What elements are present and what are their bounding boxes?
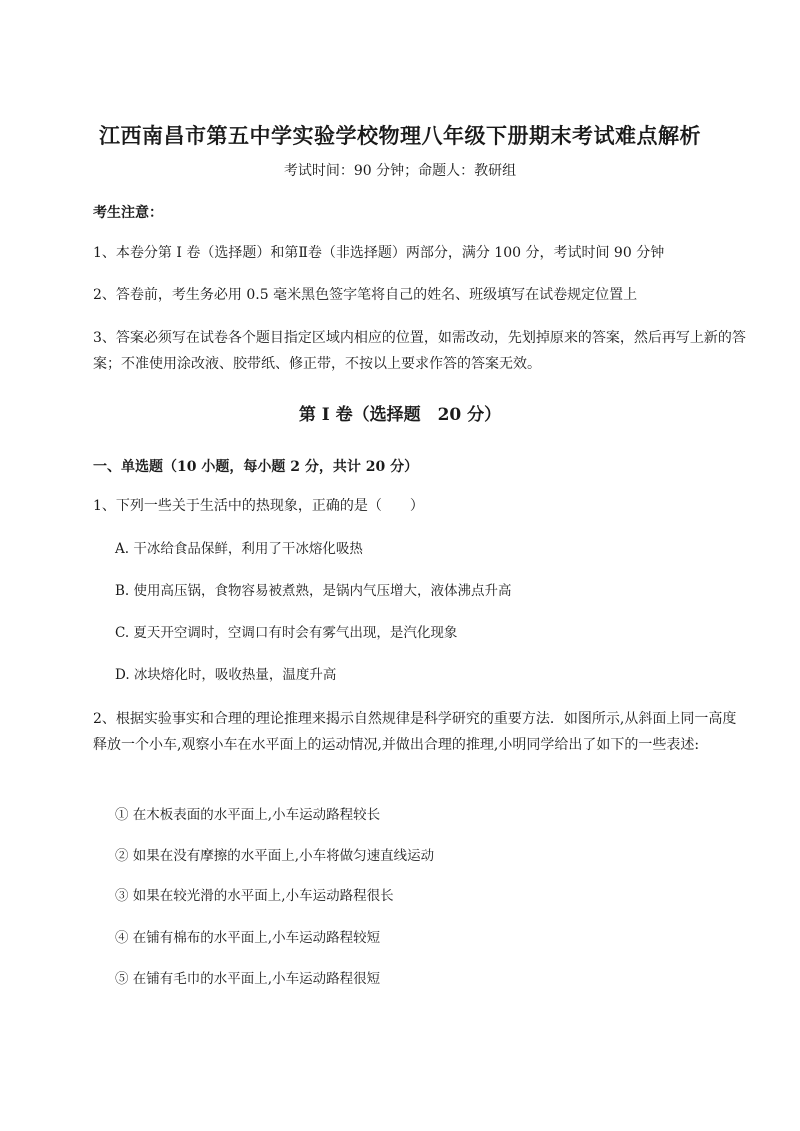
option-a: A. 干冰给食品保鲜，利用了干冰熔化吸热 — [115, 541, 363, 557]
section-title: 第 I 卷（选择题 20 分） — [298, 405, 502, 425]
page-title: 江西南昌市第五中学实验学校物理八年级下册期末考试难点解析 — [99, 123, 701, 148]
question-stem: 2、根据实验事实和合理的理论推理来揭示自然规律是科学研究的重要方法．如图所示,从斜面上同一高度释放一个小车,观察小车在水平面上的运动情况,并做出合理的推理,小明同学给出了如下的一些表述: — [93, 711, 737, 753]
statement-item: ⑤ 在铺有毛巾的水平面上,小车运动路程很短 — [115, 971, 381, 987]
notice-item: 3、答案必须写在试卷各个题目指定区域内相应的位置，如需改动，先划掉原来的答案，然后再写上新的答案；不准使用涂改液、胶带纸、修正带，不按以上要求作答的答案无效。 — [93, 330, 746, 372]
notice-heading: 考生注意： — [93, 205, 163, 221]
exam-info: 考试时间：90 分钟；命题人：教研组 — [283, 163, 517, 179]
statement-item: ② 如果在没有摩擦的水平面上,小车将做匀速直线运动 — [115, 848, 435, 864]
statement-item: ① 在木板表面的水平面上,小车运动路程较长 — [115, 807, 381, 823]
option-c: C. 夏天开空调时，空调口有时会有雾气出现，是汽化现象 — [115, 625, 458, 641]
part-heading: 一、单选题（10 小题，每小题 2 分，共计 20 分） — [93, 459, 419, 475]
statement-item: ④ 在铺有棉布的水平面上,小车运动路程较短 — [115, 930, 381, 946]
option-b: B. 使用高压锅，食物容易被煮熟，是锅内气压增大，液体沸点升高 — [115, 583, 512, 599]
statement-item: ③ 如果在较光滑的水平面上,小车运动路程很长 — [115, 888, 394, 904]
option-d: D. 冰块熔化时，吸收热量，温度升高 — [115, 667, 337, 683]
notice-item: 1、本卷分第 I 卷（选择题）和第Ⅱ卷（非选择题）两部分，满分 100 分，考试时间 90 分钟 — [93, 245, 665, 261]
notice-item: 2、答卷前，考生务必用 0.5 毫米黑色签字笔将自己的姓名、班级填写在试卷规定位置上 — [93, 287, 638, 303]
question-stem: 1、下列一些关于生活中的热现象，正确的是（ ） — [93, 498, 424, 514]
